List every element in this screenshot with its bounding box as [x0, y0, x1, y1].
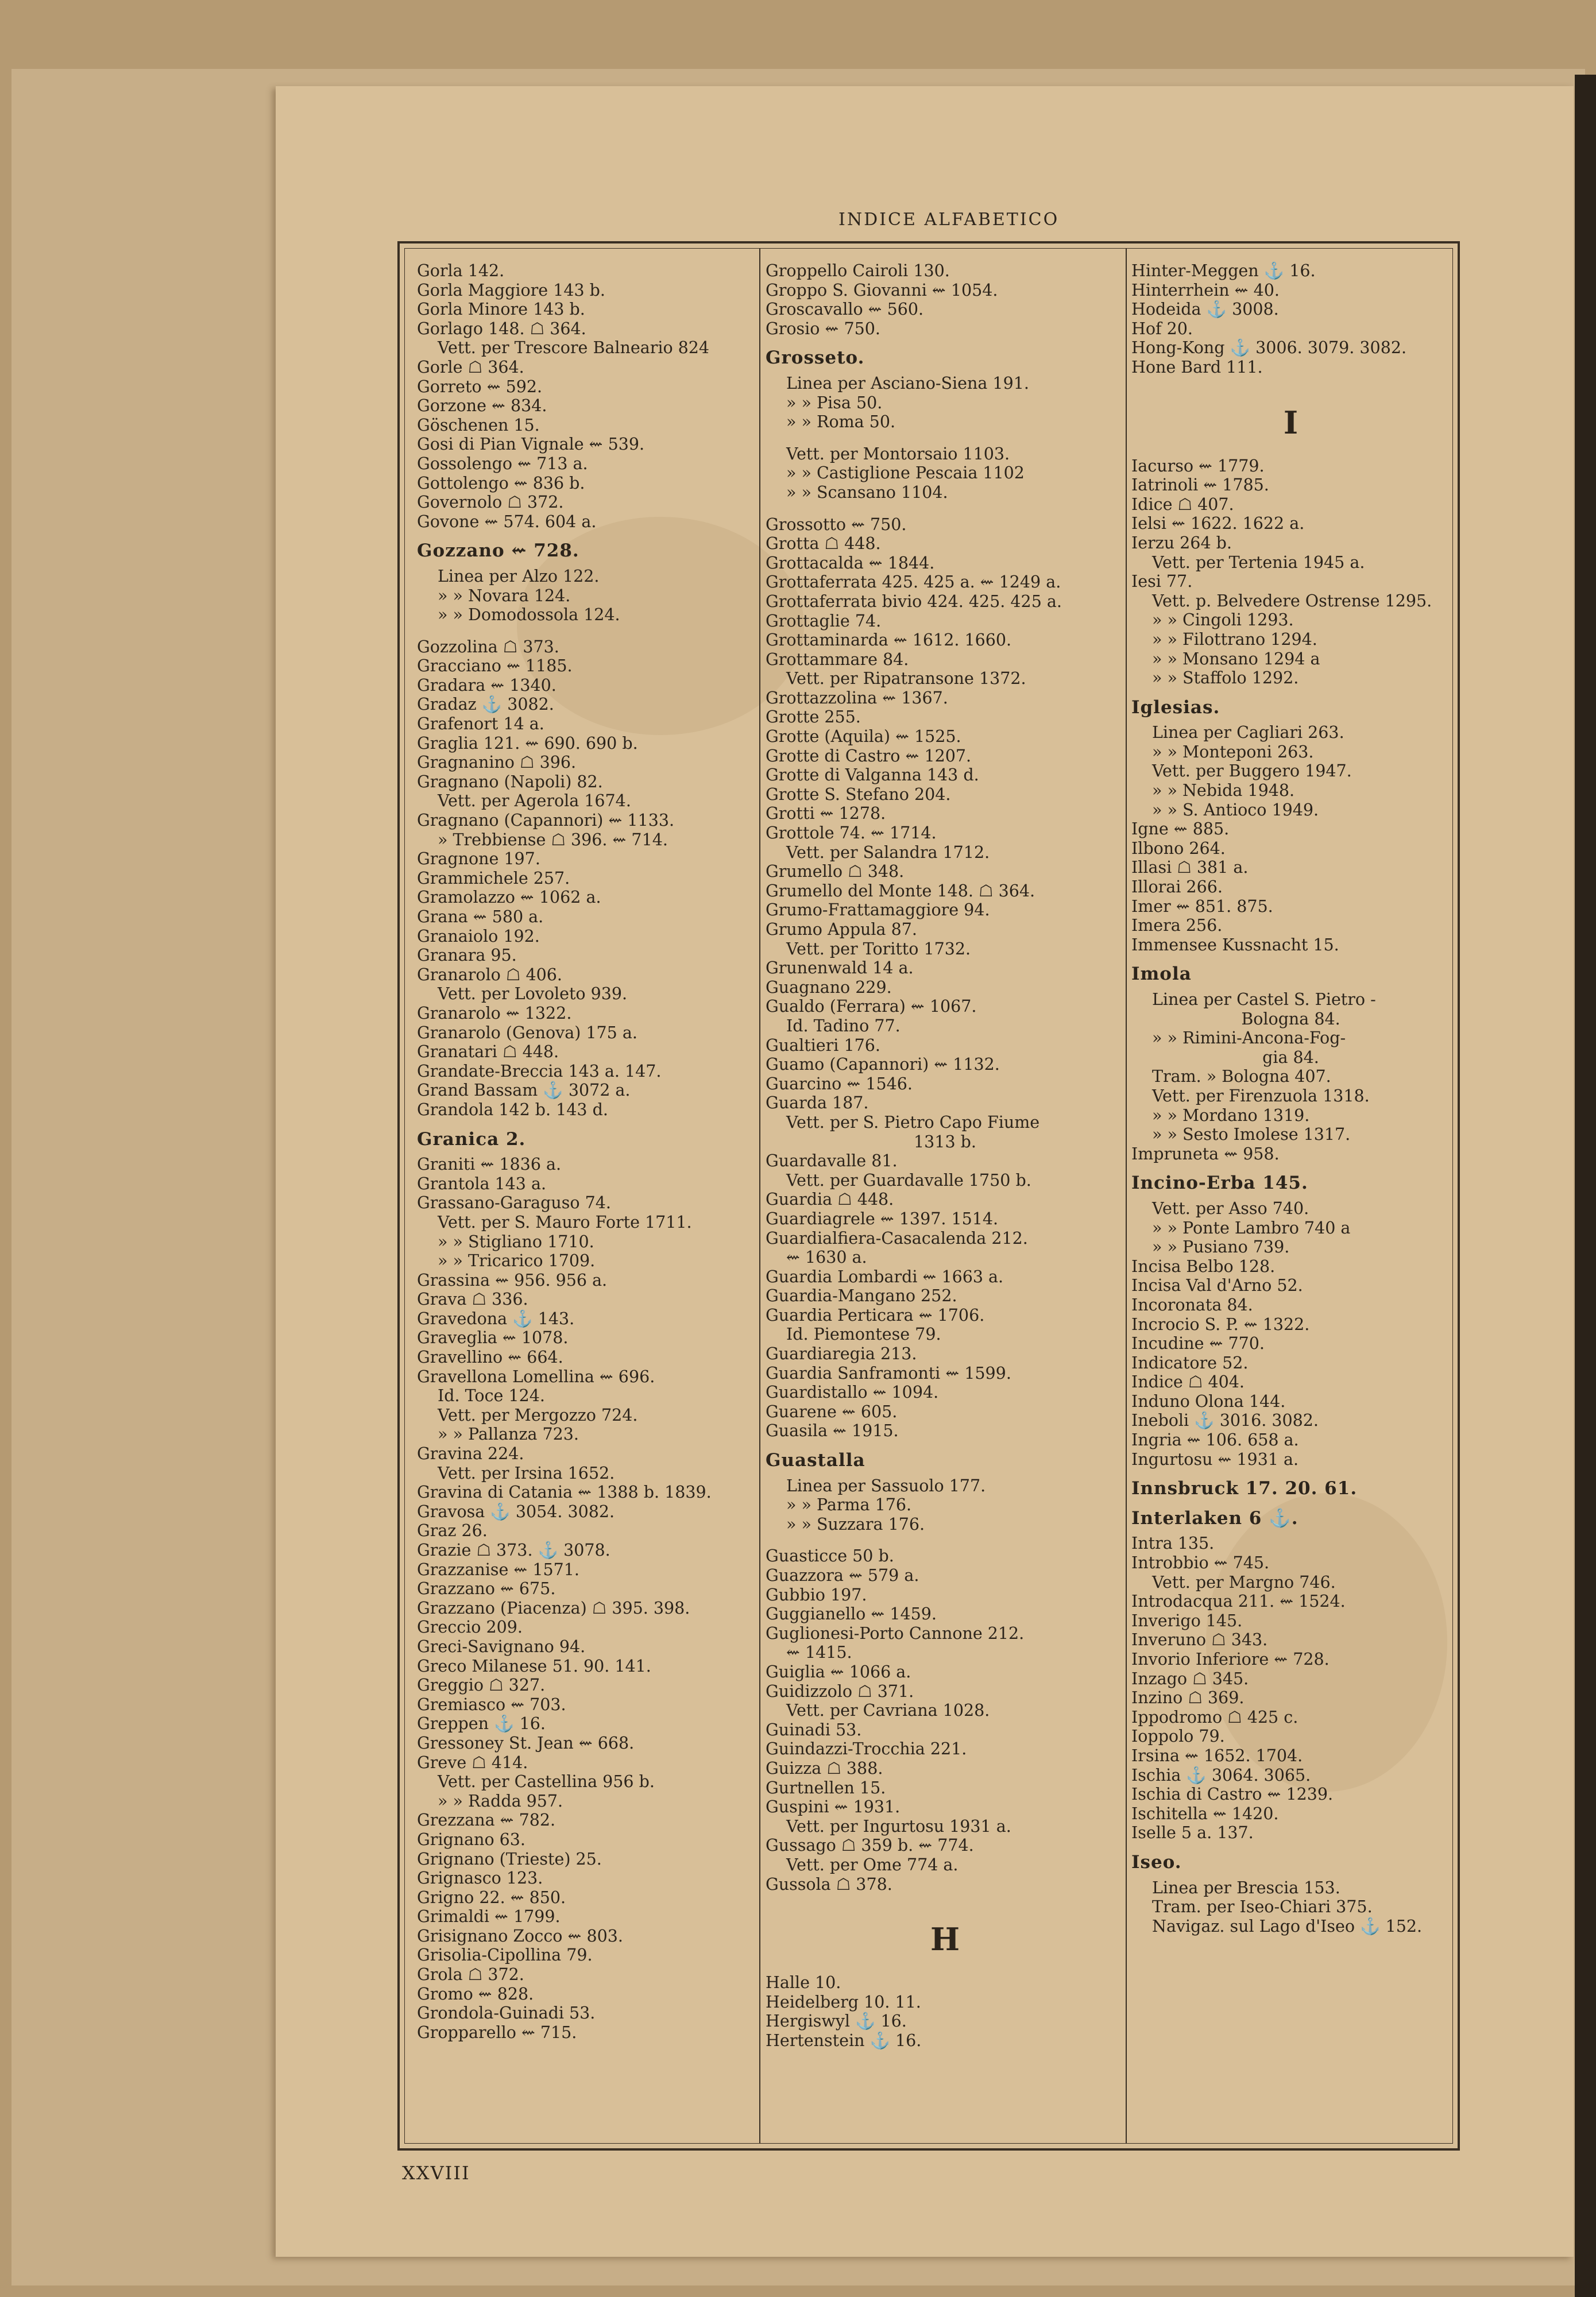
index-entry: Ingurtosu ⇜ 1931 a. [1131, 1449, 1299, 1469]
index-heading: Imola [1131, 964, 1192, 985]
index-entry: Grola ☖ 372. [417, 1965, 524, 1985]
index-column-1 [417, 261, 759, 2042]
index-entry: Ierzu 264 b. [1131, 533, 1232, 552]
index-entry: Grazie ☖ 373. ⚓ 3078. [417, 1541, 610, 1560]
index-entry: Gossolengo ⇜ 713 a. [417, 454, 588, 473]
index-entry: Inverigo 145. [1131, 1611, 1243, 1630]
index-entry: Imera 256. [1131, 916, 1223, 935]
index-entry: » » Pallanza 723. [438, 1425, 579, 1444]
index-entry: Grottacalda ⇜ 1844. [766, 553, 935, 573]
index-entry: Grana ⇜ 580 a. [417, 907, 544, 926]
index-entry: » » Domodossola 124. [438, 605, 620, 625]
index-entry: » » Monteponi 263. [1152, 742, 1314, 761]
index-entry: Grottole 74. ⇜ 1714. [766, 823, 937, 843]
index-entry: Imer ⇜ 851. 875. [1131, 896, 1273, 916]
index-entry: Grunenwald 14 a. [766, 958, 914, 978]
index-entry: Induno Olona 144. [1131, 1391, 1286, 1411]
index-entry: Gragnano (Napoli) 82. [417, 772, 603, 791]
index-entry: Vett. per Montorsaio 1103. [786, 444, 1010, 463]
index-entry: Gorla Maggiore 143 b. [417, 280, 605, 300]
index-entry: Guarene ⇜ 605. [766, 1402, 898, 1421]
index-entry: Grottazzolina ⇜ 1367. [766, 688, 948, 707]
index-entry: Gragnano (Capannori) ⇜ 1133. [417, 811, 675, 830]
index-entry: Grondola-Guinadi 53. [417, 2004, 596, 2023]
index-entry: Guardia Perticara ⇜ 1706. [766, 1305, 985, 1325]
index-entry: Gottolengo ⇜ 836 b. [417, 473, 585, 493]
index-entry: » » Radda 957. [438, 1791, 563, 1811]
index-entry: Ischia ⚓ 3064. 3065. [1131, 1765, 1311, 1785]
index-entry: Id. Toce 124. [438, 1386, 545, 1406]
index-entry: Tram. per Iseo-Chiari 375. [1152, 1897, 1373, 1917]
index-entry: Gosi di Pian Vignale ⇜ 539. [417, 435, 645, 454]
index-entry: ⇜ 1415. [786, 1643, 852, 1662]
index-entry: Grumo-Frattamaggiore 94. [766, 900, 990, 920]
index-entry: Grezzana ⇜ 782. [417, 1811, 556, 1830]
index-entry: Linea per Asciano-Siena 191. [786, 373, 1029, 393]
index-entry: Grottaferrata 425. 425 a. ⇜ 1249 a. [766, 573, 1061, 592]
index-entry: Linea per Castel S. Pietro - [1152, 990, 1376, 1009]
index-entry: Guardavalle 81. [766, 1151, 898, 1171]
page-number: XXVIII [402, 2162, 470, 2184]
index-entry: Vett. per Irsina 1652. [438, 1463, 615, 1483]
index-entry: Grottaglie 74. [766, 611, 882, 631]
index-entry: Idice ☖ 407. [1131, 494, 1234, 514]
index-entry: Guardialfiera-Casacalenda 212. [766, 1228, 1028, 1248]
index-entry: Gravina 224. [417, 1444, 524, 1464]
index-entry: Gorla 142. [417, 261, 505, 280]
index-entry: Vett. per S. Pietro Capo Fiume [786, 1112, 1040, 1132]
index-entry: Incisa Belbo 128. [1131, 1256, 1276, 1276]
index-entry: » » Monsano 1294 a [1152, 649, 1320, 668]
index-entry: Gorzone ⇜ 834. [417, 396, 547, 416]
index-entry: Ineboli ⚓ 3016. 3082. [1131, 1411, 1319, 1430]
index-entry: » » Sesto Imolese 1317. [1152, 1125, 1351, 1144]
index-entry: Graglia 121. ⇜ 690. 690 b. [417, 733, 638, 753]
index-entry: Groppo S. Giovanni ⇜ 1054. [766, 280, 998, 300]
index-entry: » » Castiglione Pescaia 1102 [786, 463, 1025, 483]
index-entry: Greve ☖ 414. [417, 1753, 528, 1772]
index-entry: Gravedona ⚓ 143. [417, 1309, 575, 1328]
index-entry: Gradara ⇜ 1340. [417, 675, 557, 695]
index-entry: » » Tricarico 1709. [438, 1251, 596, 1271]
index-entry: Impruneta ⇜ 958. [1131, 1144, 1280, 1163]
index-entry: Iesi 77. [1131, 572, 1193, 591]
index-entry: » » Stigliano 1710. [438, 1232, 594, 1251]
index-entry: Grotte di Valganna 143 d. [766, 765, 979, 785]
index-entry: Introbbio ⇜ 745. [1131, 1553, 1270, 1573]
index-entry: Vett. p. Belvedere Ostrense 1295. [1152, 591, 1432, 610]
index-entry: Indicatore 52. [1131, 1353, 1249, 1372]
index-heading: Guastalla [766, 1450, 865, 1471]
index-entry: Granarolo ⇜ 1322. [417, 1003, 572, 1023]
index-entry: Graz 26. [417, 1521, 488, 1541]
index-entry: Irsina ⇜ 1652. 1704. [1131, 1746, 1303, 1765]
index-entry: Incisa Val d'Arno 52. [1131, 1276, 1303, 1296]
index-entry: Grotte 255. [766, 707, 861, 727]
index-entry: Grandate-Breccia 143 a. 147. [417, 1061, 662, 1081]
index-entry: Vett. per Ripatransone 1372. [786, 669, 1026, 689]
index-entry: Grazzano ⇜ 675. [417, 1579, 556, 1599]
index-entry: » » Roma 50. [786, 412, 896, 432]
index-entry: Grandola 142 b. 143 d. [417, 1100, 608, 1119]
index-entry: Vett. per S. Mauro Forte 1711. [438, 1212, 692, 1232]
index-entry: Grantola 143 a. [417, 1174, 547, 1193]
index-entry: Incrocio S. P. ⇜ 1322. [1131, 1314, 1310, 1334]
index-entry: Vett. per Mergozzo 724. [438, 1405, 638, 1425]
index-entry: Vett. per Firenzuola 1318. [1152, 1086, 1370, 1105]
index-entry: Guardia Sanframonti ⇜ 1599. [766, 1363, 1011, 1383]
index-entry: Gramolazzo ⇜ 1062 a. [417, 888, 601, 907]
index-entry: Illorai 266. [1131, 877, 1223, 897]
index-entry: Grassano-Garaguso 74. [417, 1193, 611, 1213]
index-entry: Guspini ⇜ 1931. [766, 1797, 901, 1817]
index-entry: Grammichele 257. [417, 868, 570, 888]
index-entry: Guidizzolo ☖ 371. [766, 1681, 914, 1701]
index-entry: Grazzanise ⇜ 1571. [417, 1560, 579, 1579]
index-entry: Graveglia ⇜ 1078. [417, 1328, 569, 1348]
index-entry: 1313 b. [914, 1132, 976, 1151]
index-heading: Granica 2. [417, 1128, 526, 1150]
index-entry: Guardiaregia 213. [766, 1344, 917, 1364]
index-entry: » » Cingoli 1293. [1152, 610, 1294, 630]
index-entry: Gualtieri 176. [766, 1035, 880, 1055]
index-entry: Incudine ⇜ 770. [1131, 1334, 1265, 1354]
index-entry: Heidelberg 10. 11. [766, 1992, 921, 2012]
index-entry: Grottammare 84. [766, 649, 909, 669]
index-entry: Grisolia-Cipollina 79. [417, 1946, 593, 1965]
index-entry: » » Nebida 1948. [1152, 781, 1295, 801]
index-heading: Incino-Erba 145. [1131, 1173, 1308, 1194]
index-entry: Grava ☖ 336. [417, 1290, 528, 1309]
index-entry: Navigaz. sul Lago d'Iseo ⚓ 152. [1152, 1916, 1423, 1936]
index-entry: Tram. » Bologna 407. [1152, 1067, 1331, 1086]
index-entry: Ischia di Castro ⇜ 1239. [1131, 1785, 1334, 1804]
index-entry: Hertenstein ⚓ 16. [766, 2031, 922, 2050]
index-entry: » Trebbiense ☖ 396. ⇜ 714. [438, 830, 668, 849]
index-entry: Guardia-Mangano 252. [766, 1286, 957, 1306]
index-entry: Grisignano Zocco ⇜ 803. [417, 1926, 623, 1946]
index-entry: Greco Milanese 51. 90. 141. [417, 1656, 651, 1676]
index-entry: Ioppolo 79. [1131, 1727, 1225, 1746]
index-entry: Ielsi ⇜ 1622. 1622 a. [1131, 514, 1305, 533]
index-entry: » » Scansano 1104. [786, 482, 948, 502]
index-entry: Iselle 5 a. 137. [1131, 1823, 1254, 1843]
index-entry: Hergiswyl ⚓ 16. [766, 2012, 907, 2031]
index-entry: Vett. per Asso 740. [1152, 1198, 1309, 1218]
index-entry: Gorle ☖ 364. [417, 357, 524, 377]
index-entry: Grafenort 14 a. [417, 714, 544, 734]
index-entry: Illasi ☖ 381 a. [1131, 858, 1249, 877]
index-heading: Grosseto. [766, 347, 865, 369]
index-entry: Indice ☖ 404. [1131, 1372, 1245, 1392]
index-entry: Vett. per Castellina 956 b. [438, 1772, 655, 1792]
index-entry: Grotte di Castro ⇜ 1207. [766, 746, 972, 765]
index-entry: Gussola ☖ 378. [766, 1874, 892, 1894]
index-entry: Ippodromo ☖ 425 c. [1131, 1707, 1299, 1727]
index-entry: Incoronata 84. [1131, 1295, 1253, 1314]
index-entry: Vett. per Cavriana 1028. [786, 1701, 990, 1720]
index-entry: Grumello del Monte 148. ☖ 364. [766, 881, 1035, 900]
index-entry: Vett. per Margno 746. [1152, 1572, 1336, 1592]
index-entry: Greci-Savignano 94. [417, 1637, 586, 1656]
index-entry: Granara 95. [417, 946, 517, 965]
index-heading: Iglesias. [1131, 697, 1220, 718]
index-entry: » » S. Antioco 1949. [1152, 800, 1319, 819]
index-entry: Gravosa ⚓ 3054. 3082. [417, 1502, 615, 1521]
index-entry: Gozzolina ☖ 373. [417, 637, 559, 656]
index-entry: Gorla Minore 143 b. [417, 300, 585, 319]
index-entry: Vett. per Ome 774 a. [786, 1855, 959, 1874]
index-entry: Vett. per Ingurtosu 1931 a. [786, 1816, 1011, 1836]
index-entry: Granatari ☖ 448. [417, 1042, 559, 1062]
index-entry: Gremiasco ⇜ 703. [417, 1695, 566, 1714]
index-entry: Gualdo (Ferrara) ⇜ 1067. [766, 997, 977, 1016]
index-entry: Gradaz ⚓ 3082. [417, 695, 554, 714]
index-entry: Grignano 63. [417, 1830, 525, 1849]
section-letter: I [1283, 404, 1299, 441]
index-entry: Id. Piemontese 79. [786, 1325, 941, 1344]
index-entry: Introdacqua 211. ⇜ 1524. [1131, 1592, 1346, 1611]
index-entry: Hof 20. [1131, 319, 1193, 338]
index-entry: Granarolo (Genova) 175 a. [417, 1023, 637, 1042]
index-heading: Gozzano ⇜ 728. [417, 540, 579, 562]
index-entry: Guardistallo ⇜ 1094. [766, 1383, 939, 1402]
page-title: INDICE ALFABETICO [838, 210, 1060, 230]
section-letter: H [930, 1921, 960, 1958]
index-entry: Ingria ⇜ 106. 658 a. [1131, 1430, 1299, 1450]
index-entry: Guasticce 50 b. [766, 1546, 894, 1566]
index-entry: Graniti ⇜ 1836 a. [417, 1155, 562, 1174]
index-entry: Governolo ☖ 372. [417, 493, 564, 512]
index-entry: Grottaferrata bivio 424. 425. 425 a. [766, 591, 1062, 611]
index-entry: Gravellino ⇜ 664. [417, 1348, 563, 1367]
index-entry: Gravellona Lomellina ⇜ 696. [417, 1367, 655, 1386]
index-entry: Intra 135. [1131, 1534, 1215, 1553]
index-entry: Greppen ⚓ 16. [417, 1714, 546, 1734]
index-heading: Innsbruck 17. 20. 61. [1131, 1478, 1358, 1499]
index-entry: Gromo ⇜ 828. [417, 1984, 534, 2004]
index-entry: Guagnano 229. [766, 977, 892, 997]
index-entry: Vett. per Buggero 1947. [1152, 761, 1352, 781]
index-entry: Gorlago 148. ☖ 364. [417, 319, 586, 338]
index-entry: Vett. per Toritto 1732. [786, 939, 971, 958]
index-entry: » » Mordano 1319. [1152, 1105, 1310, 1125]
index-entry: Gropparello ⇜ 715. [417, 2023, 577, 2042]
index-entry: » » Novara 124. [438, 586, 571, 605]
index-entry: Grassina ⇜ 956. 956 a. [417, 1270, 608, 1290]
index-entry: Vett. per Salandra 1712. [786, 842, 990, 862]
index-entry: gia 84. [1262, 1047, 1319, 1067]
index-entry: ⇜ 1630 a. [786, 1248, 867, 1267]
index-entry: Grand Bassam ⚓ 3072 a. [417, 1081, 631, 1100]
index-entry: Id. Tadino 77. [786, 1016, 901, 1035]
index-entry: Guamo (Capannori) ⇜ 1132. [766, 1055, 1000, 1074]
index-entry: Guiglia ⇜ 1066 a. [766, 1662, 911, 1681]
index-entry: Gorreto ⇜ 592. [417, 377, 543, 396]
index-entry: Guarcino ⇜ 1546. [766, 1074, 913, 1093]
index-entry: » » Parma 176. [786, 1495, 912, 1515]
index-entry: Grignasco 123. [417, 1869, 543, 1888]
index-entry: Grigno 22. ⇜ 850. [417, 1888, 566, 1907]
index-entry: Invorio Inferiore ⇜ 728. [1131, 1650, 1330, 1669]
index-entry: Guasila ⇜ 1915. [766, 1421, 899, 1441]
index-entry: Guazzora ⇜ 579 a. [766, 1566, 919, 1585]
index-entry: Grotte S. Stefano 204. [766, 784, 951, 804]
index-entry: Hone Bard 111. [1131, 357, 1263, 377]
index-entry: Linea per Brescia 153. [1152, 1878, 1340, 1897]
index-entry: Vett. per Trescore Balneario 824 [438, 338, 710, 358]
index-entry: Granaiolo 192. [417, 926, 540, 946]
index-entry: Guardia Lombardi ⇜ 1663 a. [766, 1267, 1004, 1286]
index-entry: » » Rimini-Ancona-Fog- [1152, 1028, 1346, 1048]
index-entry: Hodeida ⚓ 3008. [1131, 300, 1279, 319]
index-entry: Guinadi 53. [766, 1720, 862, 1739]
index-entry: Iatrinoli ⇜ 1785. [1131, 475, 1269, 495]
column-divider [1126, 248, 1127, 2143]
index-heading: Iseo. [1131, 1851, 1182, 1873]
index-entry: Grotti ⇜ 1278. [766, 804, 886, 823]
dark-edge [1575, 75, 1596, 2297]
index-entry: Inzago ☖ 345. [1131, 1669, 1249, 1688]
index-entry: » » Staffolo 1292. [1152, 668, 1299, 688]
index-entry: Grotta ☖ 448. [766, 534, 881, 554]
index-entry: Groscavallo ⇜ 560. [766, 300, 924, 319]
index-entry: Grottaminarda ⇜ 1612. 1660. [766, 631, 1012, 650]
index-entry: Iacurso ⇜ 1779. [1131, 456, 1265, 475]
index-entry: Guindazzi-Trocchia 221. [766, 1739, 967, 1759]
index-entry: Guizza ☖ 388. [766, 1758, 883, 1778]
index-entry: Linea per Cagliari 263. [1152, 723, 1344, 743]
index-entry: Gressoney St. Jean ⇜ 668. [417, 1733, 635, 1753]
index-entry: Gragnone 197. [417, 849, 540, 869]
index-entry: Vett. per Agerola 1674. [438, 791, 631, 811]
index-entry: Grosio ⇜ 750. [766, 319, 880, 338]
index-entry: Grossotto ⇜ 750. [766, 515, 907, 534]
index-entry: Bologna 84. [1241, 1009, 1340, 1028]
index-entry: » » Filottrano 1294. [1152, 629, 1317, 649]
index-entry: Halle 10. [766, 1973, 841, 1993]
index-entry: Grotte (Aquila) ⇜ 1525. [766, 727, 961, 747]
index-entry: Igne ⇜ 885. [1131, 819, 1230, 839]
index-entry: Linea per Alzo 122. [438, 566, 600, 586]
index-entry: Guardia ☖ 448. [766, 1190, 894, 1209]
index-entry: Guggianello ⇜ 1459. [766, 1604, 937, 1624]
index-entry: Gravina di Catania ⇜ 1388 b. 1839. [417, 1483, 712, 1502]
index-entry: Hinterrhein ⇜ 40. [1131, 280, 1280, 300]
index-entry: Hinter-Meggen ⚓ 16. [1131, 261, 1316, 280]
index-entry: Vett. per Tertenia 1945 a. [1152, 552, 1365, 572]
index-entry: Grumo Appula 87. [766, 920, 917, 939]
index-entry: Grimaldi ⇜ 1799. [417, 1907, 561, 1927]
index-entry: Gussago ☖ 359 b. ⇜ 774. [766, 1836, 974, 1855]
index-entry: Granarolo ☖ 406. [417, 965, 562, 984]
index-entry: Vett. per Lovoleto 939. [438, 984, 628, 1004]
index-entry: Immensee Kussnacht 15. [1131, 935, 1339, 954]
index-entry: » » Ponte Lambro 740 a [1152, 1218, 1351, 1238]
index-entry: Guarda 187. [766, 1093, 869, 1113]
index-heading: Interlaken 6 ⚓. [1131, 1507, 1299, 1529]
index-entry: Groppello Cairoli 130. [766, 261, 950, 280]
index-entry: Greccio 209. [417, 1618, 523, 1637]
index-entry: Gracciano ⇜ 1185. [417, 656, 573, 676]
index-entry: » » Pusiano 739. [1152, 1238, 1290, 1257]
index-entry: Gubbio 197. [766, 1585, 867, 1604]
index-entry: Ischitella ⇜ 1420. [1131, 1804, 1279, 1823]
index-entry: Inzino ☖ 369. [1131, 1688, 1245, 1708]
index-entry: Linea per Sassuolo 177. [786, 1476, 986, 1495]
index-entry: Guardiagrele ⇜ 1397. 1514. [766, 1209, 999, 1228]
index-entry: » » Suzzara 176. [786, 1514, 925, 1534]
index-entry: » » Pisa 50. [786, 393, 883, 412]
index-entry: Guglionesi-Porto Cannone 212. [766, 1623, 1025, 1643]
index-entry: Ilbono 264. [1131, 838, 1226, 858]
index-entry: Grumello ☖ 348. [766, 862, 905, 881]
index-entry: Göschenen 15. [417, 415, 540, 435]
column-divider [759, 248, 760, 2143]
index-entry: Gurtnellen 15. [766, 1778, 886, 1797]
index-entry: Gragnanino ☖ 396. [417, 753, 577, 772]
index-entry: Greggio ☖ 327. [417, 1676, 546, 1695]
index-entry: Grignano (Trieste) 25. [417, 1849, 602, 1869]
index-entry: Vett. per Guardavalle 1750 b. [786, 1170, 1031, 1190]
index-column-3 [1131, 261, 1450, 1936]
index-entry: Grazzano (Piacenza) ☖ 395. 398. [417, 1598, 690, 1618]
index-column-2 [766, 261, 1124, 2050]
index-entry: Govone ⇜ 574. 604 a. [417, 512, 597, 531]
index-entry: Hong-Kong ⚓ 3006. 3079. 3082. [1131, 338, 1407, 358]
index-entry: Inveruno ☖ 343. [1131, 1630, 1268, 1650]
